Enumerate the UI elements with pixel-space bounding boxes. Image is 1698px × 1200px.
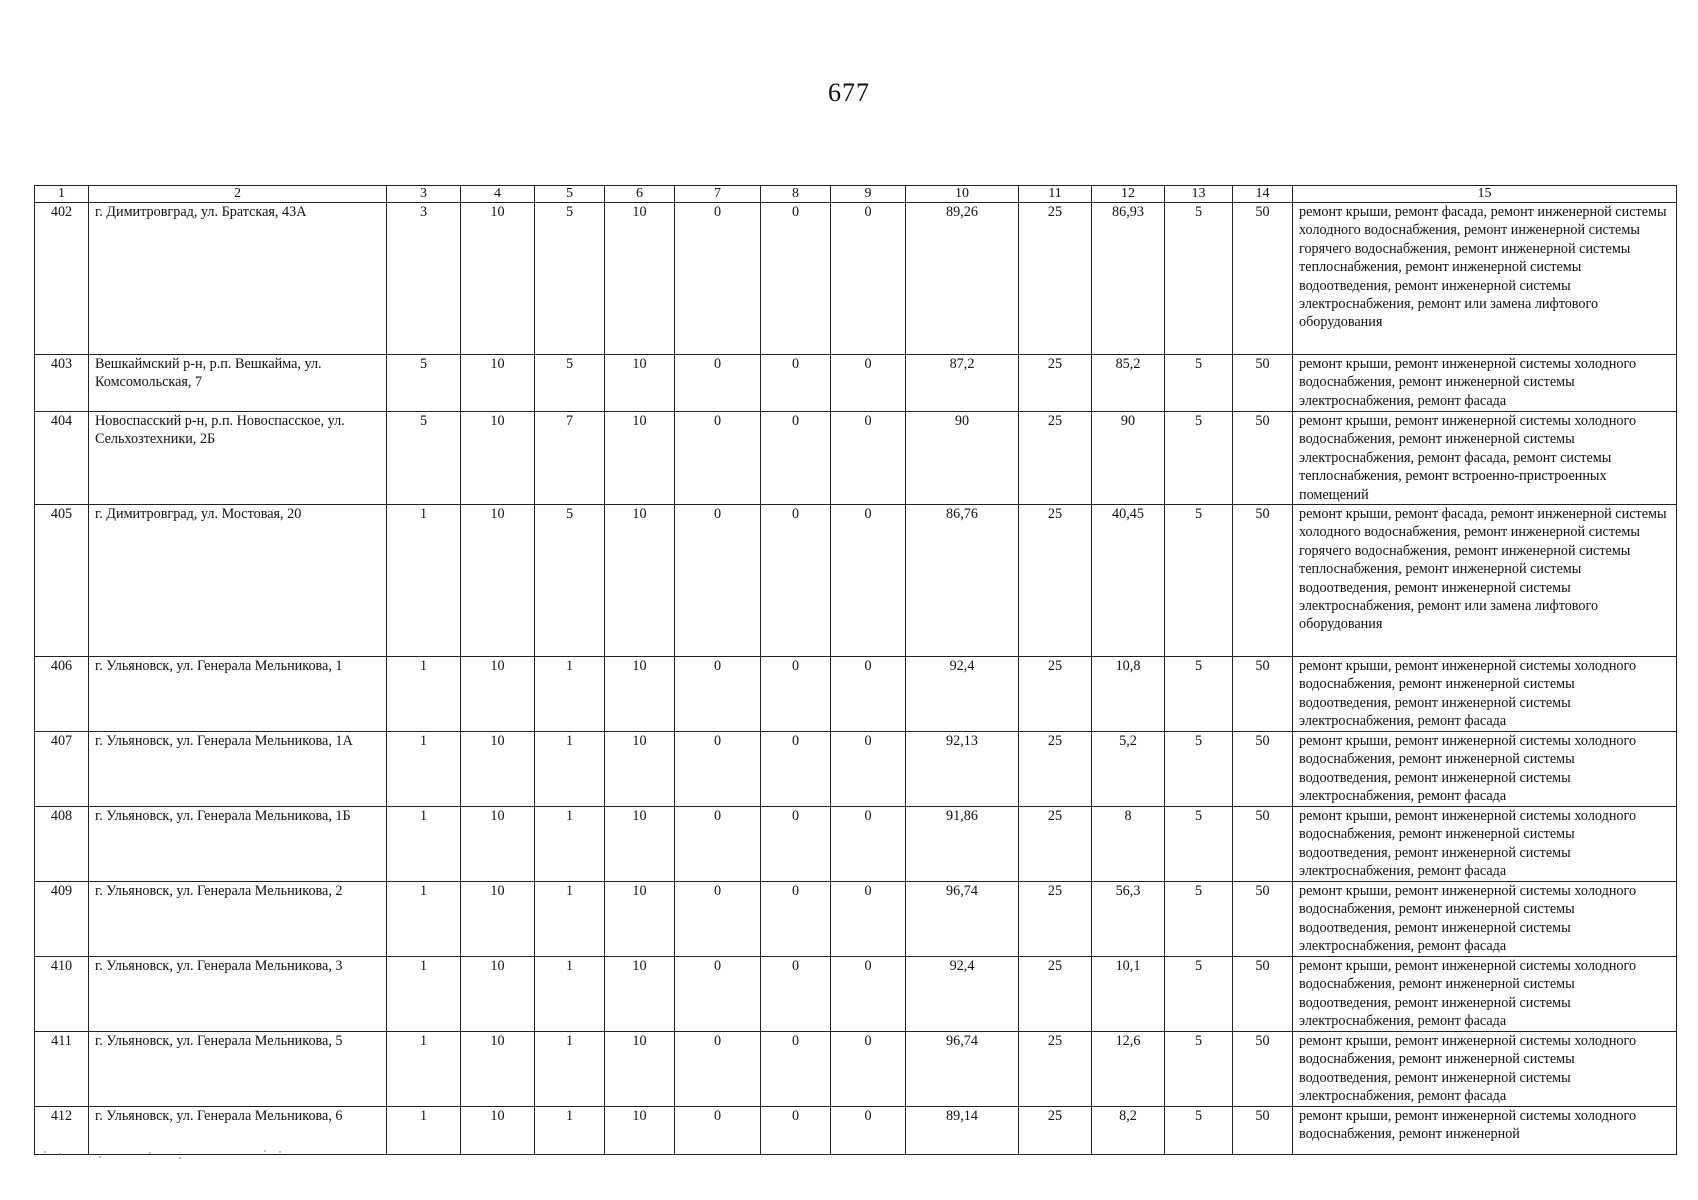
value-cell: 8 bbox=[1092, 807, 1165, 882]
value-cell: 1 bbox=[535, 807, 605, 882]
works-cell: ремонт крыши, ремонт инженерной системы холодного водоснабжения, ремонт инженерной системы водоотведения, ремонт инженерной системы электроснабжения, ремонт фасада bbox=[1293, 957, 1677, 1032]
value-cell: 91,86 bbox=[906, 807, 1019, 882]
value-cell: 10 bbox=[461, 1107, 535, 1155]
value-cell: 1 bbox=[535, 657, 605, 732]
value-cell: 50 bbox=[1233, 412, 1293, 505]
value-cell: 50 bbox=[1233, 1032, 1293, 1107]
column-header: 3 bbox=[387, 186, 461, 203]
value-cell: 0 bbox=[675, 1032, 761, 1107]
value-cell: 25 bbox=[1019, 882, 1092, 957]
value-cell: 50 bbox=[1233, 957, 1293, 1032]
value-cell: 5 bbox=[535, 505, 605, 657]
address-cell: г. Димитровград, ул. Братская, 43А bbox=[89, 203, 387, 355]
value-cell: 86,93 bbox=[1092, 203, 1165, 355]
table-row bbox=[35, 732, 1677, 807]
value-cell: 92,4 bbox=[906, 657, 1019, 732]
address-cell: г. Ульяновск, ул. Генерала Мельникова, 1Б bbox=[89, 807, 387, 882]
value-cell: 10 bbox=[461, 1032, 535, 1107]
value-cell: 5 bbox=[1165, 657, 1233, 732]
value-cell: 90 bbox=[1092, 412, 1165, 505]
value-cell: 0 bbox=[831, 505, 906, 657]
value-cell: 10 bbox=[461, 732, 535, 807]
column-header: 5 bbox=[535, 186, 605, 203]
works-cell: ремонт крыши, ремонт инженерной системы холодного водоснабжения, ремонт инженерной системы водоотведения, ремонт инженерной системы электроснабжения, ремонт фасада bbox=[1293, 1032, 1677, 1107]
value-cell: 5 bbox=[535, 355, 605, 412]
column-header: 11 bbox=[1019, 186, 1092, 203]
value-cell: 0 bbox=[831, 882, 906, 957]
value-cell: 1 bbox=[535, 1107, 605, 1155]
value-cell: 10 bbox=[461, 807, 535, 882]
value-cell: 96,74 bbox=[906, 882, 1019, 957]
column-header: 13 bbox=[1165, 186, 1233, 203]
value-cell: 0 bbox=[761, 807, 831, 882]
works-cell: ремонт крыши, ремонт фасада, ремонт инженерной системы холодного водоснабжения, ремонт инженерной системы горячего водоснабжения, ремонт инженерной системы теплоснабжения, ремонт инженерной системы водоотведения, ремонт инженерной системы электроснабжения, ремонт или замена лифтового оборудования bbox=[1293, 505, 1677, 657]
value-cell: 3 bbox=[387, 203, 461, 355]
address-cell: Новоспасский р-н, р.п. Новоспасское, ул. Сельхозтехники, 2Б bbox=[89, 412, 387, 505]
row-number-cell: 407 bbox=[35, 732, 89, 807]
row-number-cell: 404 bbox=[35, 412, 89, 505]
scan-specks bbox=[40, 1148, 340, 1162]
value-cell: 89,14 bbox=[906, 1107, 1019, 1155]
column-header: 10 bbox=[906, 186, 1019, 203]
table-row bbox=[35, 203, 1677, 355]
value-cell: 1 bbox=[387, 882, 461, 957]
value-cell: 40,45 bbox=[1092, 505, 1165, 657]
value-cell: 1 bbox=[387, 957, 461, 1032]
address-cell: г. Ульяновск, ул. Генерала Мельникова, 1А bbox=[89, 732, 387, 807]
value-cell: 0 bbox=[675, 412, 761, 505]
value-cell: 10 bbox=[605, 1107, 675, 1155]
column-header: 14 bbox=[1233, 186, 1293, 203]
value-cell: 10 bbox=[605, 1032, 675, 1107]
value-cell: 5,2 bbox=[1092, 732, 1165, 807]
value-cell: 50 bbox=[1233, 355, 1293, 412]
value-cell: 10 bbox=[605, 732, 675, 807]
value-cell: 1 bbox=[387, 1032, 461, 1107]
column-header: 7 bbox=[675, 186, 761, 203]
value-cell: 25 bbox=[1019, 355, 1092, 412]
value-cell: 50 bbox=[1233, 807, 1293, 882]
works-cell: ремонт крыши, ремонт фасада, ремонт инженерной системы холодного водоснабжения, ремонт инженерной системы горячего водоснабжения, ремонт инженерной системы теплоснабжения, ремонт инженерной системы водоотведения, ремонт инженерной системы электроснабжения, ремонт или замена лифтового оборудования bbox=[1293, 203, 1677, 355]
value-cell: 1 bbox=[387, 657, 461, 732]
value-cell: 5 bbox=[1165, 355, 1233, 412]
value-cell: 10 bbox=[461, 882, 535, 957]
value-cell: 85,2 bbox=[1092, 355, 1165, 412]
table-row bbox=[35, 807, 1677, 882]
value-cell: 0 bbox=[831, 957, 906, 1032]
value-cell: 10 bbox=[461, 505, 535, 657]
value-cell: 7 bbox=[535, 412, 605, 505]
value-cell: 10 bbox=[461, 203, 535, 355]
value-cell: 89,26 bbox=[906, 203, 1019, 355]
value-cell: 5 bbox=[1165, 505, 1233, 657]
column-header: 2 bbox=[89, 186, 387, 203]
value-cell: 0 bbox=[831, 807, 906, 882]
column-header: 12 bbox=[1092, 186, 1165, 203]
value-cell: 0 bbox=[761, 732, 831, 807]
value-cell: 25 bbox=[1019, 412, 1092, 505]
value-cell: 0 bbox=[831, 1107, 906, 1155]
value-cell: 1 bbox=[535, 882, 605, 957]
row-number-cell: 408 bbox=[35, 807, 89, 882]
value-cell: 5 bbox=[535, 203, 605, 355]
value-cell: 25 bbox=[1019, 505, 1092, 657]
address-cell: Вешкаймский р-н, р.п. Вешкайма, ул. Комсомольская, 7 bbox=[89, 355, 387, 412]
value-cell: 10 bbox=[605, 505, 675, 657]
value-cell: 0 bbox=[761, 657, 831, 732]
column-header: 1 bbox=[35, 186, 89, 203]
value-cell: 0 bbox=[831, 355, 906, 412]
value-cell: 25 bbox=[1019, 957, 1092, 1032]
value-cell: 10 bbox=[461, 957, 535, 1032]
value-cell: 1 bbox=[535, 732, 605, 807]
value-cell: 25 bbox=[1019, 203, 1092, 355]
value-cell: 50 bbox=[1233, 732, 1293, 807]
works-cell: ремонт крыши, ремонт инженерной системы холодного водоснабжения, ремонт инженерной системы электроснабжения, ремонт фасада bbox=[1293, 355, 1677, 412]
works-cell: ремонт крыши, ремонт инженерной системы холодного водоснабжения, ремонт инженерной системы водоотведения, ремонт инженерной системы электроснабжения, ремонт фасада bbox=[1293, 882, 1677, 957]
value-cell: 0 bbox=[761, 355, 831, 412]
value-cell: 25 bbox=[1019, 732, 1092, 807]
value-cell: 1 bbox=[535, 1032, 605, 1107]
row-number-cell: 406 bbox=[35, 657, 89, 732]
value-cell: 5 bbox=[1165, 412, 1233, 505]
value-cell: 50 bbox=[1233, 1107, 1293, 1155]
value-cell: 0 bbox=[761, 505, 831, 657]
value-cell: 1 bbox=[387, 1107, 461, 1155]
row-number-cell: 403 bbox=[35, 355, 89, 412]
value-cell: 50 bbox=[1233, 657, 1293, 732]
works-cell: ремонт крыши, ремонт инженерной системы холодного водоснабжения, ремонт инженерной системы водоотведения, ремонт инженерной системы электроснабжения, ремонт фасада bbox=[1293, 732, 1677, 807]
value-cell: 0 bbox=[761, 1032, 831, 1107]
value-cell: 0 bbox=[675, 1107, 761, 1155]
table-row bbox=[35, 657, 1677, 732]
value-cell: 10 bbox=[605, 882, 675, 957]
value-cell: 5 bbox=[387, 412, 461, 505]
value-cell: 5 bbox=[1165, 1107, 1233, 1155]
value-cell: 12,6 bbox=[1092, 1032, 1165, 1107]
value-cell: 25 bbox=[1019, 1032, 1092, 1107]
column-header: 4 bbox=[461, 186, 535, 203]
value-cell: 0 bbox=[675, 882, 761, 957]
row-number-cell: 402 bbox=[35, 203, 89, 355]
value-cell: 10 bbox=[461, 412, 535, 505]
value-cell: 50 bbox=[1233, 203, 1293, 355]
value-cell: 5 bbox=[387, 355, 461, 412]
value-cell: 10,8 bbox=[1092, 657, 1165, 732]
value-cell: 92,13 bbox=[906, 732, 1019, 807]
repair-register-table bbox=[34, 185, 1677, 1155]
value-cell: 86,76 bbox=[906, 505, 1019, 657]
page-number: 677 bbox=[828, 78, 870, 107]
value-cell: 90 bbox=[906, 412, 1019, 505]
value-cell: 5 bbox=[1165, 203, 1233, 355]
table-row bbox=[35, 882, 1677, 957]
column-header: 6 bbox=[605, 186, 675, 203]
value-cell: 1 bbox=[387, 505, 461, 657]
value-cell: 0 bbox=[675, 807, 761, 882]
value-cell: 92,4 bbox=[906, 957, 1019, 1032]
address-cell: г. Ульяновск, ул. Генерала Мельникова, 2 bbox=[89, 882, 387, 957]
value-cell: 96,74 bbox=[906, 1032, 1019, 1107]
address-cell: г. Димитровград, ул. Мостовая, 20 bbox=[89, 505, 387, 657]
value-cell: 0 bbox=[761, 882, 831, 957]
value-cell: 0 bbox=[675, 203, 761, 355]
value-cell: 10 bbox=[605, 957, 675, 1032]
value-cell: 0 bbox=[831, 732, 906, 807]
address-cell: г. Ульяновск, ул. Генерала Мельникова, 1 bbox=[89, 657, 387, 732]
value-cell: 0 bbox=[675, 957, 761, 1032]
value-cell: 5 bbox=[1165, 957, 1233, 1032]
value-cell: 0 bbox=[761, 412, 831, 505]
value-cell: 10 bbox=[461, 355, 535, 412]
table-row bbox=[35, 505, 1677, 657]
value-cell: 5 bbox=[1165, 732, 1233, 807]
value-cell: 5 bbox=[1165, 882, 1233, 957]
value-cell: 0 bbox=[675, 505, 761, 657]
table-row bbox=[35, 957, 1677, 1032]
works-cell: ремонт крыши, ремонт инженерной системы холодного водоснабжения, ремонт инженерной системы водоотведения, ремонт инженерной системы электроснабжения, ремонт фасада bbox=[1293, 807, 1677, 882]
value-cell: 0 bbox=[831, 657, 906, 732]
value-cell: 50 bbox=[1233, 882, 1293, 957]
value-cell: 0 bbox=[831, 412, 906, 505]
value-cell: 8,2 bbox=[1092, 1107, 1165, 1155]
value-cell: 25 bbox=[1019, 807, 1092, 882]
value-cell: 0 bbox=[831, 203, 906, 355]
value-cell: 0 bbox=[831, 1032, 906, 1107]
value-cell: 10 bbox=[605, 203, 675, 355]
works-cell: ремонт крыши, ремонт инженерной системы холодного водоснабжения, ремонт инженерной системы водоотведения, ремонт инженерной системы электроснабжения, ремонт фасада bbox=[1293, 657, 1677, 732]
value-cell: 0 bbox=[675, 732, 761, 807]
value-cell: 0 bbox=[761, 957, 831, 1032]
value-cell: 10 bbox=[605, 355, 675, 412]
value-cell: 1 bbox=[387, 807, 461, 882]
address-cell: г. Ульяновск, ул. Генерала Мельникова, 3 bbox=[89, 957, 387, 1032]
row-number-cell: 405 bbox=[35, 505, 89, 657]
address-cell: г. Ульяновск, ул. Генерала Мельникова, 6 bbox=[89, 1107, 387, 1155]
table-row bbox=[35, 412, 1677, 505]
value-cell: 1 bbox=[535, 957, 605, 1032]
row-number-cell: 411 bbox=[35, 1032, 89, 1107]
column-header: 15 bbox=[1293, 186, 1677, 203]
table-row bbox=[35, 1032, 1677, 1107]
value-cell: 10 bbox=[605, 807, 675, 882]
value-cell: 0 bbox=[675, 657, 761, 732]
address-cell: г. Ульяновск, ул. Генерала Мельникова, 5 bbox=[89, 1032, 387, 1107]
value-cell: 25 bbox=[1019, 1107, 1092, 1155]
value-cell: 50 bbox=[1233, 505, 1293, 657]
value-cell: 56,3 bbox=[1092, 882, 1165, 957]
column-number-row bbox=[35, 186, 1677, 203]
row-number-cell: 412 bbox=[35, 1107, 89, 1155]
column-header: 9 bbox=[831, 186, 906, 203]
value-cell: 0 bbox=[761, 1107, 831, 1155]
value-cell: 5 bbox=[1165, 1032, 1233, 1107]
value-cell: 0 bbox=[675, 355, 761, 412]
value-cell: 5 bbox=[1165, 807, 1233, 882]
table-row bbox=[35, 355, 1677, 412]
value-cell: 10 bbox=[461, 657, 535, 732]
value-cell: 0 bbox=[761, 203, 831, 355]
value-cell: 10,1 bbox=[1092, 957, 1165, 1032]
column-header: 8 bbox=[761, 186, 831, 203]
value-cell: 87,2 bbox=[906, 355, 1019, 412]
value-cell: 10 bbox=[605, 412, 675, 505]
value-cell: 10 bbox=[605, 657, 675, 732]
value-cell: 25 bbox=[1019, 657, 1092, 732]
row-number-cell: 410 bbox=[35, 957, 89, 1032]
works-cell: ремонт крыши, ремонт инженерной системы холодного водоснабжения, ремонт инженерной bbox=[1293, 1107, 1677, 1155]
value-cell: 1 bbox=[387, 732, 461, 807]
works-cell: ремонт крыши, ремонт инженерной системы холодного водоснабжения, ремонт инженерной системы электроснабжения, ремонт фасада, ремонт системы теплоснабжения, ремонт встроенно-пристроенных помещений bbox=[1293, 412, 1677, 505]
row-number-cell: 409 bbox=[35, 882, 89, 957]
